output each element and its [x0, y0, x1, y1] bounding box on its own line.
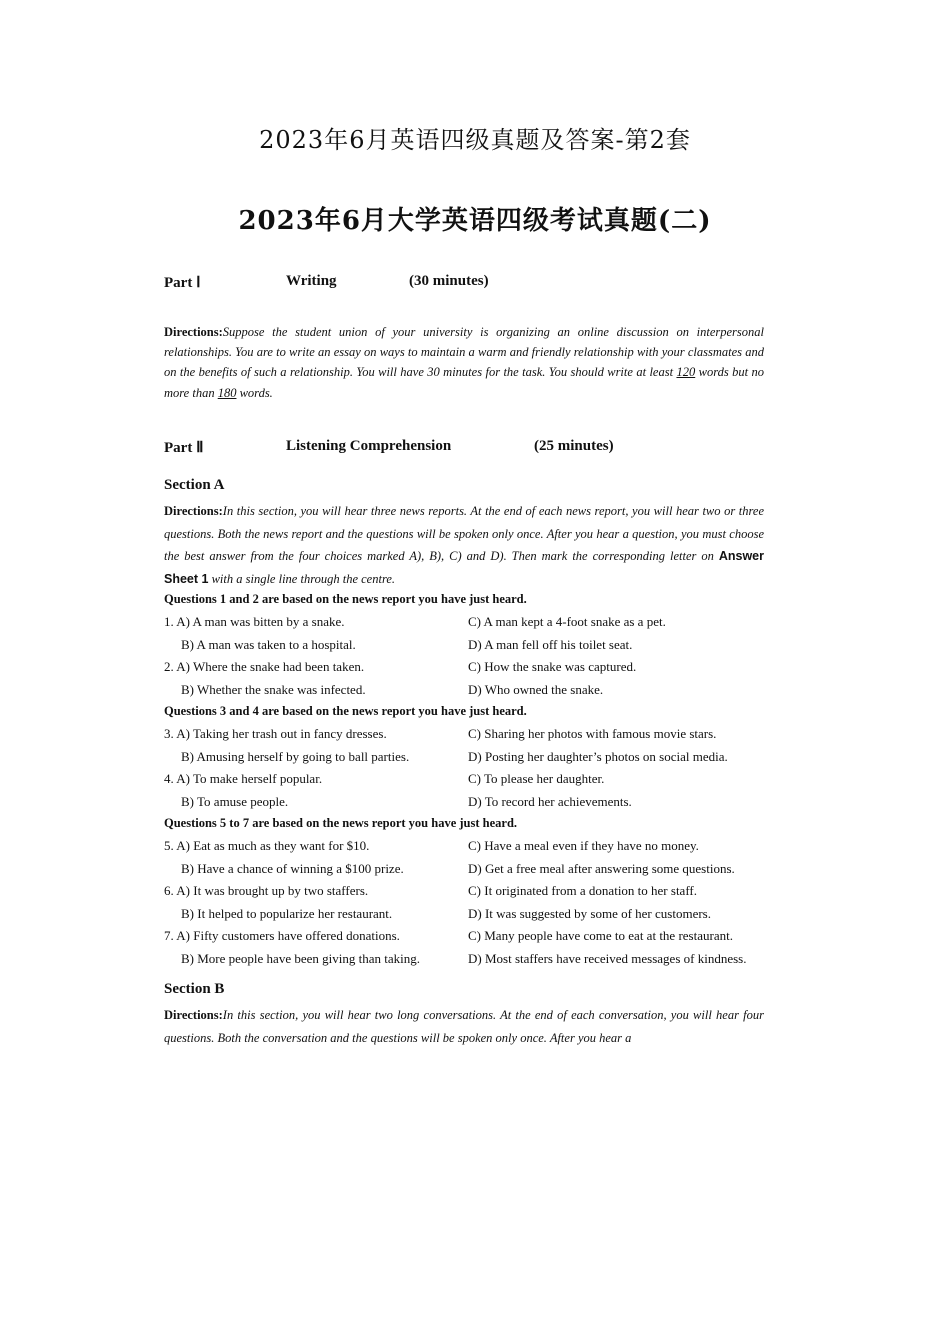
q1-option-b: B) A man was taken to a hospital.	[181, 637, 356, 652]
q3-option-d: D) Posting her daughter’s photos on social media.	[468, 749, 728, 764]
q6-option-d: D) It was suggested by some of her customers.	[468, 906, 711, 921]
section-a-title: Section A	[164, 477, 225, 493]
q6-option-b: B) It helped to popularize her restaurant.	[181, 906, 393, 921]
part1-name: Writing	[286, 273, 337, 289]
q6-option-c: C) It originated from a donation to her staff.	[468, 883, 698, 898]
max-words: 180	[217, 385, 237, 400]
q3-option-c: C) Sharing her photos with famous movie stars.	[468, 726, 717, 741]
part2-time: (25 minutes)	[534, 438, 614, 454]
q4-option-c: C) To please her daughter.	[468, 771, 605, 786]
min-words: 120	[676, 365, 696, 380]
q5-option-b: B) Have a chance of winning a $100 prize.	[181, 861, 404, 876]
q5-option-c: C) Have a meal even if they have no money.	[468, 838, 699, 853]
document-title: 2023年6月英语四级真题及答案-第2套	[259, 126, 691, 154]
q2-option-a: 2. A) Where the snake had been taken.	[164, 659, 365, 674]
directions-lead: Directions:	[164, 325, 223, 339]
question-group-3: Questions 5 to 7 are based on the news report you have just heard.	[164, 816, 518, 830]
exam-title: 2023年6月大学英语四级考试真题(二)	[238, 206, 712, 236]
q4-option-a: 4. A) To make herself popular.	[164, 771, 323, 786]
q2-option-b: B) Whether the snake was infected.	[181, 682, 366, 697]
part1-label: Part Ⅰ	[164, 275, 201, 291]
part1-time: (30 minutes)	[409, 273, 489, 289]
q7-option-c: C) Many people have come to eat at the restaurant.	[468, 928, 733, 943]
part2-label: Part Ⅱ	[164, 440, 204, 456]
q1-option-a: 1. A) A man was bitten by a snake.	[164, 614, 345, 629]
q3-option-b: B) Amusing herself by going to ball parties.	[181, 749, 410, 764]
q3-option-a: 3. A) Taking her trash out in fancy dresses.	[164, 726, 387, 741]
q2-option-c: C) How the snake was captured.	[468, 659, 637, 674]
part2-name: Listening Comprehension	[286, 438, 452, 454]
question-group-2: Questions 3 and 4 are based on the news report you have just heard.	[164, 704, 527, 718]
q6-option-a: 6. A) It was brought up by two staffers.	[164, 883, 369, 898]
section-b-directions: Directions:In this section, you will hear two long conversations. At the end of each conversation, you will hear four questions. Both the conversation and the questions will be spoken only once. After you hear a	[164, 1008, 764, 1045]
answer-sheet-label: Answer Sheet 1	[164, 549, 764, 586]
question-group-1: Questions 1 and 2 are based on the news report you have just heard.	[164, 592, 527, 606]
section-b-title: Section B	[164, 981, 225, 997]
q1-option-c: C) A man kept a 4-foot snake as a pet.	[468, 614, 666, 629]
part1-directions: Directions:Suppose the student union of your university is organizing an online discussion on interpersonal relationships. You are to write an essay on ways to maintain a warm and friendly relationship with your classmates and on the benefits of such a relationship. You will have 30 minutes for the task. You should write at least 120 words but no more than 180 words.	[164, 325, 764, 400]
q5-option-d: D) Get a free meal after answering some questions.	[468, 861, 735, 876]
q2-option-d: D) Who owned the snake.	[468, 682, 604, 697]
q7-option-b: B) More people have been giving than taking.	[181, 951, 420, 966]
q4-option-b: B) To amuse people.	[181, 794, 289, 809]
q7-option-d: D) Most staffers have received messages of kindness.	[468, 951, 747, 966]
q7-option-a: 7. A) Fifty customers have offered donations.	[164, 928, 400, 943]
q1-option-d: D) A man fell off his toilet seat.	[468, 637, 633, 652]
q5-option-a: 5. A) Eat as much as they want for $10.	[164, 838, 370, 853]
section-a-directions: Directions:In this section, you will hear three news reports. At the end of each news report, you will hear two or three questions. Both the news report and the questions will be spoken only once. After you hear a question, you must choose the best answer from the four choices marked A), B), C) and D). Then mark the corresponding letter on Answer Sheet 1 with a single line through the centre.	[164, 504, 764, 586]
q4-option-d: D) To record her achievements.	[468, 794, 632, 809]
